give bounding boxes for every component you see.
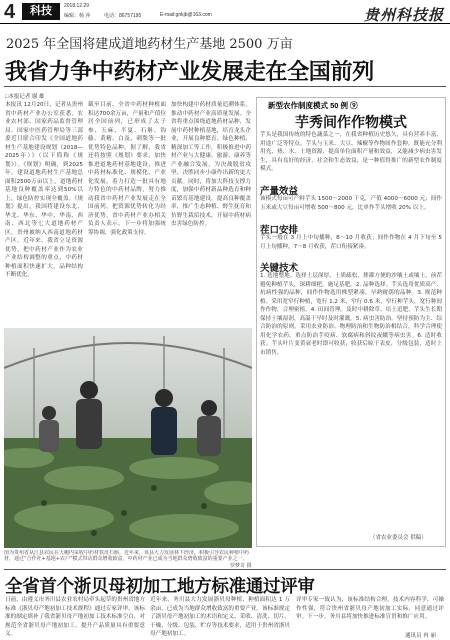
photo-caption: 图为贵州省从江县农民在大棚内采收中药材铁皮石斛。近年来，该县大力发展林下经济，积极引导农民种植中药材，通过“合作社+基地+农户”模式带动群众增收致富，中药材产业已成为当地群众增收致富的重要产业之一。 <box>4 550 250 562</box>
phone: 电话：86757195 <box>104 13 142 19</box>
feature-intro: 芋头是我国传统的特色蔬菜之一，在我省种植历史悠久，具有营养丰富、用途广泛等特点。芋头与玉米、大豆、辣椒等作物间作套种，既能充分利用光、热、水、土地资源，提高单位面积产量和效益，又能减少病虫害发生，具有良好的经济、社会和生态效益，是一种值得推广的新型农作制度模式。 <box>260 132 442 172</box>
feature-box-header <box>268 100 358 111</box>
article-headline: 我省力争中药材产业发展走在全国前列 <box>5 60 374 85</box>
article2-headline: 全省首个浙贝母初加工地方标准通过评审 <box>5 577 315 597</box>
feature-title: 芋秀间作作物模式 <box>295 115 407 131</box>
article2-author: 通讯员 冉 丽 <box>405 633 436 639</box>
article2-column-2: 近年来，务川县大力发展浙贝母种植，种植面积达 1 万余亩，已成为当地群众增收致富的重要产业。该标准规定了浙贝母产地初加工的术语和定义、采收、清洗、切片、干燥、分级、包装、贮存等技术要求，适用于贵州省浙贝母产地初加工。 <box>150 597 290 637</box>
issue-date: 2018.12.29 <box>64 3 90 9</box>
article2-column-1: 日前，由遵义市务川县农业农村局牵头起草的贵州省地方标准《浙贝母产地初加工技术规程》通过专家评审。该标准的制定填补了我省浙贝母产地初加工技术标准空白，对规范全省浙贝母产地初加工，提升产品质量具有重要意义。 <box>5 597 145 637</box>
feature-subhead-technique: 关键技术 <box>260 263 299 274</box>
page-number: 4 <box>4 1 16 23</box>
feature-series-number: ⑨ <box>350 101 358 110</box>
article-column-1: 本报讯 12月20日，记者从贵州省中药材产业办公室获悉，农业农村部、国家药品监督管理局、国家中医药管理局等三部委近日联合印发《全国道地药材生产基地建设规划（2018—2025年）》（以下简称《规划》）。《规划》明确，到2025年，建设道地药材生产基地总面积2500万亩以上，道地药材基地良种覆盖率达到50%以上，绿色防控实现全覆盖。《规划》提出，我国将建设东北、华北、华东、华中、华南、西南、西北等七大道地药材产区，贵州被纳入西南道地药材产区。近年来，我省立足资源优势，把中药材产业作为农业产业结构调整的重点，中药材种植面积快速扩大，品种结构不断优化。 <box>5 102 83 278</box>
feature-subhead-yield: 产量效益 <box>260 186 299 197</box>
feature-subhead-schedule: 茬口安排 <box>260 225 299 236</box>
feature-source: （省农业委员会 供稿） <box>370 535 427 541</box>
feature-text-technique: 1. 选地整地。选择土层深厚、土质疏松、排灌方便的沙壤土或壤土，前茬避免种植芋头，深耕细耙，施足基肥。2. 品种选择。芋头选用优质高产、抗病性强的品种，间作作物选用株型紧凑、早熟耐荫的品种。3. 规范种植。采用宽窄行种植，宽行 1.2 米，窄行 0.6 米，窄行种芋头，宽行种间作作物，合理密植。4. 田间管理。及时中耕除草、培土追肥，芋头生长期保持土壤湿润，高温干旱时及时灌溉。5. 病虫害防治。坚持预防为主、综合防治的原则，采用农业防治、物理防治和生物防治相结合，科学合理使用化学农药，重点防治芋疫病、软腐病和斜纹夜蛾等病虫害。6. 适时收获。芋头叶片变黄衰老时即可收获，收获后晾干表皮，分级包装，适时上市销售。 <box>260 273 442 356</box>
article-kicker: 2025 年全国将建成道地药材生产基地 2500 万亩 <box>6 37 293 52</box>
article-column-3: 加快构建中药材质量追溯体系，推动中药材产业高质量发展。全省将重点围绕道地药材品种，发展中药材种植基地，培育龙头企业，开展良种繁育、绿色种植、精深加工等工作，积极推进中药材产业与大健康、旅游、康养等产业融合发展，为决战脱贫攻坚、决胜同步小康作出新的更大贡献。同时，将加大科技支撑力度，加强中药材新品种选育和种苗繁育基地建设，提高良种覆盖率，推广生态种植、野生抚育和仿野生栽培技术，开展中药材病虫害绿色防控。 <box>171 102 251 227</box>
news-photo <box>4 328 252 548</box>
article2-column-3: 评审专家一致认为，该标准结构合理，技术内容科学，可操作性强，符合贵州省浙贝母产地初加工实际，同意通过评审。下一步，务川县将加快推进标准宣贯和推广应用。 <box>296 597 444 620</box>
article-column-2: 截至目前，全省中药材种植面积达700余万亩，产量和产值位居全国前列，已形成了太子参、天麻、半夏、石斛、钩藤、黄精、白及、刺梨等一批优势特色品种。据了解，我省还将按照《规划》要求，加快推进道地药材基地建设，推进中药材标准化、规模化、产业化发展，着力打造一批具有地方特色的中药材品牌，努力推动我省中药材产业发展走在全国前列，把资源优势转化为经济优势。省中药材产业办相关负责人表示，下一步将加强统筹协调，强化政策支持。 <box>88 102 166 236</box>
article2-rule <box>4 569 446 570</box>
newspaper-name: 贵州科技报 <box>363 6 444 24</box>
editor: 编辑：杨 萍 <box>64 13 91 19</box>
photo-credit: 罗梦奇 摄 <box>230 563 252 569</box>
feature-text-schedule: 芋头一般在 3 月上中旬播种，8～10 月收获；间作作物在 4 月下旬至 5 月上旬播种，7～8 月收获，茬口衔接紧凑。 <box>260 235 442 250</box>
article-byline: □本报记者 谢 雄 <box>5 94 45 100</box>
feature-series-label: 新型农作制度模式 50 例 <box>268 101 349 110</box>
headline-rule <box>4 86 446 87</box>
feature-text-yield: 该模式每亩可产鲜芋头 1500～2000 千克，产值 4000～6000 元；间作玉米或大豆每亩可增收 500～800 元，比单作芋头增收 20% 以上。 <box>260 196 442 211</box>
section-label: 科技 <box>22 3 60 20</box>
page-header <box>0 0 450 24</box>
email: E-mail:gnkjb@163.com <box>160 12 212 18</box>
